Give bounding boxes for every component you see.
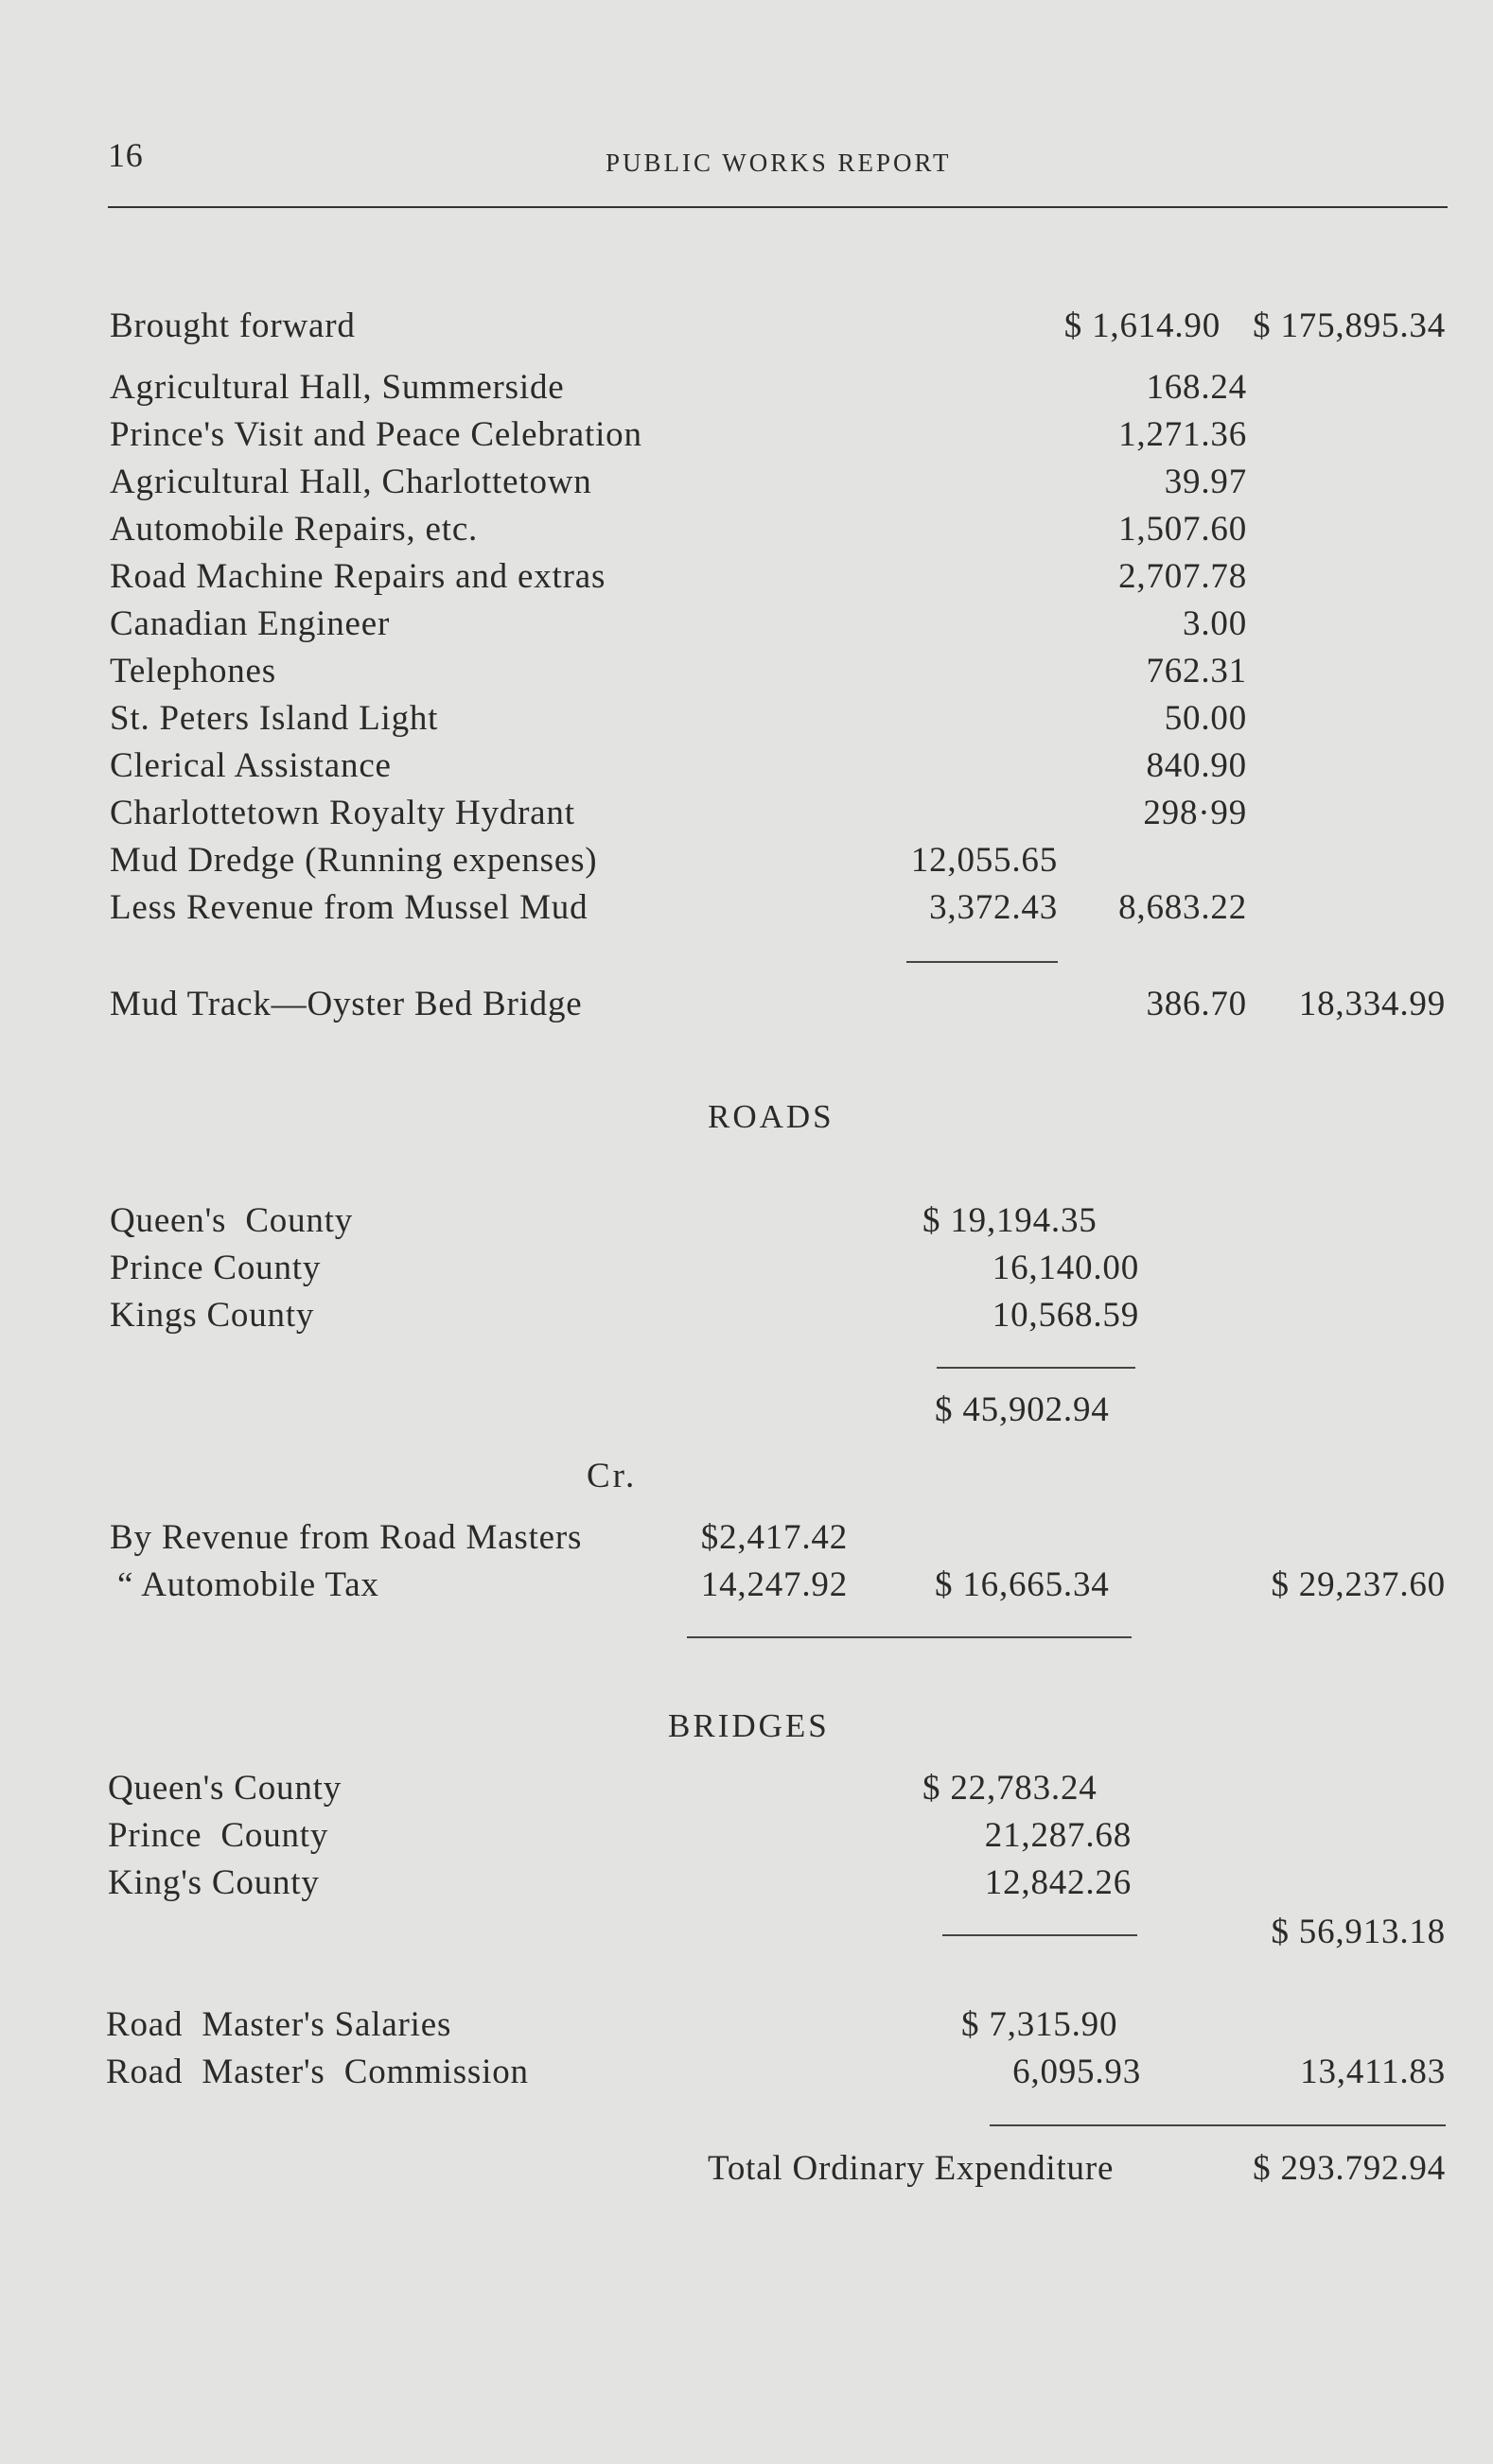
item-label: Charlottetown Royalty Hydrant [110,794,575,832]
bridges-row-label: King's County [108,1863,320,1902]
item-label: Automobile Repairs, etc. [110,510,479,549]
automobile-tax-amount: 14,247.92 [700,1565,848,1604]
roads-row-label: Prince County [110,1249,322,1287]
roads-row-amount: $ 19,194.35 [922,1201,1098,1240]
roads-row-amount: 16,140.00 [992,1249,1139,1287]
brought-forward-col1: $ 1,614.90 [1063,306,1221,345]
page-number: 16 [108,136,144,174]
item-label: Agricultural Hall, Charlottetown [110,463,592,501]
item-amount: 840.90 [1146,746,1247,785]
item-label: Road Machine Repairs and extras [110,557,606,596]
grand-total-rule [990,2124,1446,2126]
running-title: PUBLIC WORKS REPORT [606,149,952,177]
roads-total-rule [687,1636,1132,1638]
item-label: St. Peters Island Light [110,699,439,738]
mud-dredge-net: 8,683.22 [1118,888,1247,927]
road-masters-revenue-amount: $2,417.42 [700,1518,848,1557]
road-master-salaries-label: Road Master's Salaries [106,2005,452,2044]
item-label: Canadian Engineer [110,604,391,643]
grand-total-amount: $ 293.792.94 [1253,2149,1446,2188]
header-rule [108,206,1448,208]
roads-subtotal-rule [937,1367,1135,1369]
bridges-row-amount: $ 22,783.24 [922,1769,1098,1808]
mud-dredge-gross: 12,055.65 [910,841,1058,880]
road-master-commission-label: Road Master's Commission [106,2053,529,2091]
road-master-commission: 6,095.93 [1012,2053,1141,2091]
bridges-row-amount: 12,842.26 [984,1863,1132,1902]
credit-label: Cr. [587,1457,638,1495]
mud-dredge-label: Mud Dredge (Running expenses) [110,841,598,880]
item-amount: 1,271.36 [1118,415,1247,454]
bridges-row-amount: 21,287.68 [984,1816,1132,1855]
mussel-mud-label: Less Revenue from Mussel Mud [110,888,588,927]
mud-track-label: Mud Track—Oyster Bed Bridge [110,985,583,1023]
item-label: Prince's Visit and Peace Celebration [110,415,642,454]
road-master-total: 13,411.83 [1300,2053,1446,2091]
subtotal-rule [906,961,1058,963]
roads-row-label: Queen's County [110,1201,354,1240]
brought-forward-label: Brought forward [110,306,356,345]
item-amount: 298·99 [1143,794,1247,832]
bridges-row-label: Queen's County [108,1769,343,1808]
bridges-heading: BRIDGES [668,1707,830,1744]
bridges-subtotal-rule [942,1934,1137,1936]
grand-total-label: Total Ordinary Expenditure [708,2149,1115,2188]
road-master-salaries: $ 7,315.90 [961,2005,1118,2044]
roads-row-amount: 10,568.59 [992,1296,1139,1335]
item-amount: 50.00 [1164,699,1247,738]
mud-track-total: 18,334.99 [1298,985,1446,1023]
item-label: Telephones [110,652,276,690]
roads-net-total: $ 29,237.60 [1271,1565,1446,1604]
brought-forward-col2: $ 175,895.34 [1253,306,1446,345]
mud-track-amount: 386.70 [1146,985,1247,1023]
item-label: Clerical Assistance [110,746,392,785]
roads-row-label: Kings County [110,1296,315,1335]
item-amount: 39.97 [1164,463,1247,501]
automobile-tax-label: “ Automobile Tax [117,1565,379,1604]
road-masters-revenue-label: By Revenue from Road Masters [110,1518,583,1557]
bridges-total: $ 56,913.18 [1271,1913,1446,1951]
roads-subtotal: $ 45,902.94 [935,1390,1110,1429]
item-amount: 2,707.78 [1118,557,1247,596]
item-label: Agricultural Hall, Summerside [110,368,565,407]
item-amount: 168.24 [1146,368,1247,407]
roads-heading: ROADS [708,1098,834,1135]
mussel-mud-revenue: 3,372.43 [929,888,1058,927]
item-amount: 762.31 [1146,652,1247,690]
item-amount: 3.00 [1183,604,1247,643]
bridges-row-label: Prince County [108,1816,329,1855]
roads-credit-total: $ 16,665.34 [935,1565,1110,1604]
item-amount: 1,507.60 [1118,510,1247,549]
